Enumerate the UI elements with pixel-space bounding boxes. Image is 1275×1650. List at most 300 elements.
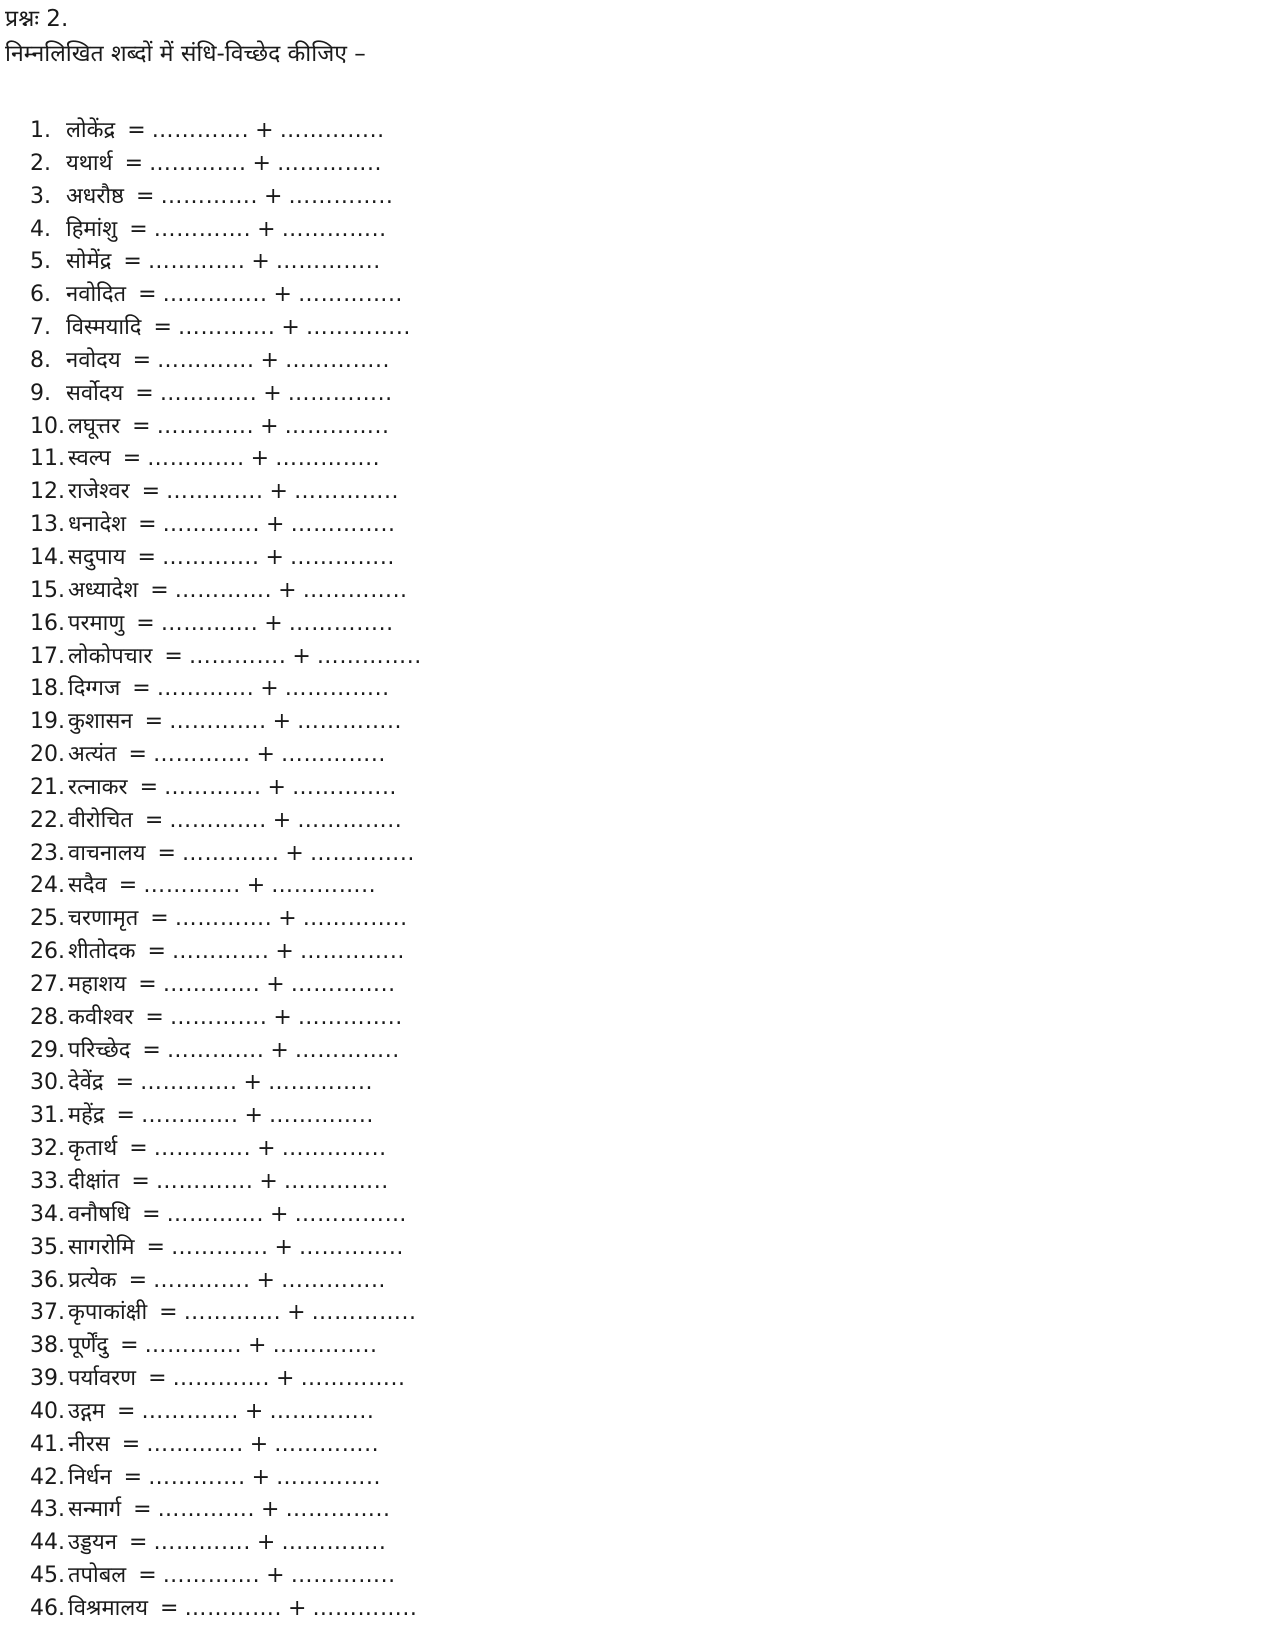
plus-sign: + [256,1530,276,1556]
equals-sign: = [132,347,152,373]
equals-sign: = [129,1136,148,1162]
list-item [30,969,422,1002]
plus-sign: + [292,643,311,669]
list-item [30,279,422,312]
answer-blank-second[interactable]: ………….. [309,840,415,866]
list-item [30,1067,422,1100]
item-number: 37. [30,1300,65,1326]
answer-blank-second[interactable]: ………….. [274,1431,380,1457]
item-word: सागरोमि [68,1234,135,1260]
answer-blank-first[interactable]: …………. [170,1234,269,1260]
answer-blank-first[interactable]: …………. [157,1497,256,1523]
list-item [30,903,422,936]
item-word: पूर्णेंदु [68,1333,109,1359]
answer-blank-second[interactable]: ………….. [297,282,403,308]
item-number: 27. [30,971,65,997]
item-word: परिच्छेद [68,1037,131,1063]
answer-blank-second[interactable]: ………….. [269,1398,375,1424]
plus-sign: + [281,315,300,341]
answer-blank-first[interactable]: …………. [153,1530,251,1556]
list-item [30,1593,422,1626]
list-item [30,1494,422,1527]
item-number: 44. [30,1530,65,1556]
answer-blank-second[interactable]: ………….. [284,347,390,373]
answer-blank-second[interactable]: ………….. [279,118,385,143]
sandhi-exercise-list [30,115,422,1626]
plus-sign: + [252,150,271,176]
plus-sign: + [263,380,282,406]
answer-blank-first[interactable]: …………. [166,1037,265,1063]
answer-blank-first[interactable]: …………. [181,840,280,866]
equals-sign: = [159,1300,178,1326]
list-item [30,1560,422,1593]
list-item [30,739,422,772]
item-word: कृतार्थ [68,1136,118,1162]
answer-blank-second[interactable]: ………….. [267,1070,373,1096]
equals-sign: = [133,1497,152,1523]
item-word: अध्यादेश [68,577,139,603]
answer-blank-second[interactable]: ………….. [297,1004,403,1030]
item-number: 19. [30,709,65,735]
item-number: 6. [30,282,51,308]
equals-sign: = [124,150,144,176]
answer-blank-second[interactable]: ………….. [305,315,411,341]
answer-blank-second[interactable]: ………….. [285,1497,391,1523]
plus-sign: + [267,774,286,800]
answer-blank-second[interactable]: ………….. [291,774,397,800]
item-word: सर्वोदय [66,380,124,406]
equals-sign: = [128,1267,147,1293]
item-number: 9. [30,380,51,406]
item-number: 14. [30,544,65,570]
answer-blank-second[interactable]: ………….. [281,216,387,242]
list-item [30,1297,422,1330]
list-item [30,673,422,706]
item-word: नवोदय [66,347,121,373]
plus-sign: + [257,216,276,242]
equals-sign: = [132,413,151,439]
item-word: उद्गम [68,1398,105,1424]
answer-blank-first[interactable]: …………. [169,709,267,735]
answer-blank-second[interactable]: ………….. [289,544,395,570]
item-number: 32. [30,1136,65,1162]
answer-blank-first[interactable]: …………. [174,906,273,932]
plus-sign: + [273,1004,292,1030]
item-number: 33. [30,1169,65,1194]
equals-sign: = [116,1398,136,1424]
item-number: 35. [30,1234,65,1260]
plus-sign: + [248,1333,267,1359]
item-number: 5. [30,249,51,275]
answer-blank-second[interactable]: ………….. [280,1267,386,1293]
list-item [30,345,422,378]
item-word: सदुपाय [68,544,126,570]
item-number: 36. [30,1267,65,1293]
answer-blank-second[interactable]: ………….. [272,1333,378,1359]
answer-blank-first[interactable]: …………. [153,1267,251,1293]
item-word: सन्मार्ग [68,1497,122,1523]
answer-blank-second[interactable]: ………….. [312,1595,418,1621]
answer-blank-second[interactable]: ………….. [290,512,396,538]
item-word: चरणामृत [68,906,139,932]
answer-blank-first[interactable]: …………. [162,971,261,997]
item-word: विश्रमालय [68,1595,149,1621]
plus-sign: + [244,1398,264,1424]
equals-sign: = [123,249,142,275]
equals-sign: = [147,939,166,965]
list-item [30,181,422,214]
answer-blank-second[interactable]: ………….. [281,1530,387,1556]
item-number: 3. [30,183,51,209]
list-item [30,1527,422,1560]
list-item [30,1265,422,1298]
list-item [30,115,422,148]
item-word: नवोदित [66,282,127,308]
item-word: परमाणु [68,610,125,636]
item-word: लघूत्तर [68,413,121,439]
answer-blank-first[interactable]: …………. [144,1333,243,1359]
list-item [30,312,422,345]
list-item [30,411,422,444]
list-item [30,1166,422,1199]
list-item [30,1232,422,1265]
plus-sign: + [263,183,283,209]
item-word: कवीश्वर [68,1004,134,1030]
item-number: 18. [30,676,65,702]
item-number: 45. [30,1563,65,1589]
item-word: हिमांशु [66,216,118,242]
item-number: 21. [30,774,65,800]
item-number: 42. [30,1464,65,1490]
answer-blank-first[interactable]: …………. [155,1169,254,1194]
equals-sign: = [138,1563,157,1589]
equals-sign: = [144,709,164,735]
equals-sign: = [145,1004,164,1030]
item-number: 39. [30,1366,65,1392]
item-number: 2. [30,150,51,176]
answer-blank-second[interactable]: ………….. [302,577,408,603]
answer-blank-second[interactable]: ………….. [276,1464,382,1490]
item-number: 34. [30,1201,65,1227]
equals-sign: = [128,742,147,768]
item-word: सोमेंद्र [66,249,112,275]
answer-blank-second[interactable]: ………….. [294,1037,400,1063]
answer-blank-second[interactable]: ………….. [316,643,422,669]
item-number: 11. [30,446,65,472]
list-item [30,1133,422,1166]
plus-sign: + [255,118,274,143]
list-item [30,838,422,871]
plus-sign: + [273,282,292,308]
answer-blank-first[interactable]: …………. [143,873,241,899]
list-item [30,509,422,542]
plus-sign: + [269,479,288,505]
equals-sign: = [128,1530,148,1556]
item-word: देवेंद्र [68,1070,104,1096]
plus-sign: + [256,1267,275,1293]
list-item [30,476,422,509]
plus-sign: + [265,544,284,570]
answer-blank-first[interactable]: …………. [140,1070,238,1096]
answer-blank-first[interactable]: …………. [140,1103,239,1129]
equals-sign: = [138,282,157,308]
item-word: यथार्थ [66,150,113,176]
answer-blank-first[interactable]: …………. [160,183,258,209]
plus-sign: + [250,446,270,472]
item-number: 29. [30,1037,65,1063]
answer-blank-first[interactable]: ………….. [162,282,268,308]
list-item [30,772,422,805]
answer-blank-first[interactable]: …………. [153,1136,252,1162]
answer-blank-second[interactable]: ………….. [297,709,403,735]
answer-blank-second[interactable]: ………….. [293,479,399,505]
equals-sign: = [142,1037,161,1063]
item-word: दिग्गज [68,676,121,702]
answer-blank-second[interactable]: ………….. [283,1169,389,1194]
item-number: 17. [30,643,65,669]
equals-sign: = [120,1333,139,1359]
answer-blank-first[interactable]: …………. [153,216,252,242]
answer-blank-second[interactable]: ………….. [311,1300,417,1326]
item-word: लोकेंद्र [66,118,116,143]
answer-blank-second[interactable]: ………….. [271,873,377,899]
item-word: महाशय [68,971,127,997]
equals-sign: = [121,1431,141,1457]
item-number: 16. [30,610,65,636]
plus-sign: + [259,1169,278,1194]
question-label: प्रश्नः 2. [5,6,69,32]
plus-sign: + [260,347,279,373]
list-item [30,1330,422,1363]
plus-sign: + [266,971,285,997]
answer-blank-second[interactable]: ………….. [290,1563,396,1589]
plus-sign: + [264,610,283,636]
answer-blank-second[interactable]: ………….. [299,939,405,965]
plus-sign: + [276,1366,295,1392]
list-item [30,1363,422,1396]
list-item [30,936,422,969]
answer-blank-first[interactable]: …………. [147,446,245,472]
list-item [30,575,422,608]
item-number: 26. [30,939,65,965]
answer-blank-second[interactable]: ………….. [275,446,381,472]
answer-blank-first[interactable]: …………. [171,939,270,965]
plus-sign: + [278,906,297,932]
list-item [30,608,422,641]
item-number: 4. [30,216,51,242]
plus-sign: + [274,1234,293,1260]
list-item [30,1002,422,1035]
plus-sign: + [257,1136,276,1162]
item-word: वाचनालय [68,840,146,866]
answer-blank-first[interactable]: …………. [148,1464,246,1490]
answer-blank-first[interactable]: …………. [188,643,287,669]
equals-sign: = [148,1366,167,1392]
plus-sign: + [275,939,294,965]
equals-sign: = [138,971,157,997]
item-word: विस्मयादि [66,315,142,341]
plus-sign: + [270,1201,289,1227]
answer-blank-second[interactable]: …………… [294,1201,407,1227]
answer-blank-first[interactable]: …………. [152,742,251,768]
item-word: धनादेश [68,512,127,538]
equals-sign: = [118,873,138,899]
item-number: 24. [30,873,65,899]
item-word: लोकोपचार [68,643,153,669]
equals-sign: = [146,1234,165,1260]
item-word: स्वल्प [68,446,111,472]
item-word: कृपाकांक्षी [68,1300,148,1326]
plus-sign: + [246,873,266,899]
answer-blank-second[interactable]: ………….. [268,1103,374,1129]
answer-blank-second[interactable]: ………….. [281,1136,387,1162]
equals-sign: = [141,479,161,505]
item-number: 41. [30,1431,65,1457]
equals-sign: = [142,1201,161,1227]
answer-blank-first[interactable]: …………. [151,118,250,143]
list-item [30,214,422,247]
item-number: 25. [30,906,65,932]
answer-blank-second[interactable]: ………….. [288,183,394,209]
item-number: 1. [30,118,51,143]
answer-blank-first[interactable]: …………. [156,413,255,439]
plus-sign: + [244,1103,263,1129]
plus-sign: + [278,577,297,603]
answer-blank-first[interactable]: …………. [162,512,261,538]
answer-blank-second[interactable]: ………….. [284,413,390,439]
plus-sign: + [261,1497,280,1523]
answer-blank-first[interactable]: …………. [161,544,260,570]
answer-blank-first[interactable]: …………. [174,577,273,603]
item-word: कुशासन [68,709,133,735]
item-word: राजेश्वर [68,479,130,505]
equals-sign: = [131,1169,150,1194]
answer-blank-second[interactable]: ………….. [287,380,393,406]
plus-sign: + [249,1431,269,1457]
list-item [30,246,422,279]
answer-blank-second[interactable]: ………….. [290,971,396,997]
plus-sign: + [285,840,304,866]
answer-blank-first[interactable]: …………. [183,1300,282,1326]
item-number: 15. [30,577,65,603]
equals-sign: = [164,643,183,669]
answer-blank-second[interactable]: ………….. [297,807,403,833]
list-item [30,1462,422,1495]
answer-blank-first[interactable]: …………. [141,1398,239,1424]
item-number: 38. [30,1333,65,1359]
plus-sign: + [270,1037,289,1063]
item-number: 23. [30,840,65,866]
equals-sign: = [132,676,151,702]
instruction-text: निम्नलिखित शब्दों में संधि-विच्छेद कीजिए – [5,41,366,67]
answer-blank-first[interactable]: …………. [164,774,262,800]
item-word: तपोबल [68,1563,127,1589]
answer-blank-second[interactable]: ………….. [300,1366,406,1392]
answer-blank-first[interactable]: …………. [162,1563,261,1589]
list-item [30,1199,422,1232]
list-item [30,805,422,838]
plus-sign: + [251,249,270,275]
equals-sign: = [138,512,157,538]
answer-blank-first[interactable]: …………. [166,1201,265,1227]
item-word: दीक्षांत [68,1169,120,1194]
answer-blank-second[interactable]: ………….. [288,610,394,636]
answer-blank-first[interactable]: …………. [149,150,247,176]
equals-sign: = [150,906,169,932]
item-word: उड्डयन [68,1530,117,1556]
item-word: वनौषधि [68,1201,131,1227]
equals-sign: = [115,1070,135,1096]
plus-sign: + [260,676,279,702]
answer-blank-first[interactable]: …………. [177,315,276,341]
list-item [30,542,422,575]
answer-blank-second[interactable]: ………….. [284,676,390,702]
equals-sign: = [135,380,154,406]
answer-blank-first[interactable]: …………. [169,1004,268,1030]
item-word: प्रत्येक [68,1267,117,1293]
equals-sign: = [116,1103,135,1129]
item-number: 30. [30,1070,65,1096]
item-number: 40. [30,1398,65,1424]
answer-blank-first[interactable]: …………. [156,676,255,702]
equals-sign: = [122,446,142,472]
plus-sign: + [243,1070,262,1096]
item-number: 28. [30,1004,65,1030]
list-item [30,1429,422,1462]
plus-sign: + [260,413,279,439]
answer-blank-second[interactable]: ………….. [275,249,381,275]
answer-blank-first[interactable]: …………. [166,479,264,505]
list-item [30,1100,422,1133]
equals-sign: = [139,774,158,800]
equals-sign: = [127,118,146,143]
plus-sign: + [266,512,285,538]
item-word: रत्नाकर [68,774,128,800]
plus-sign: + [266,1563,285,1589]
answer-blank-first[interactable]: …………. [172,1366,271,1392]
item-number: 13. [30,512,65,538]
answer-blank-second[interactable]: ………….. [276,150,382,176]
list-item [30,706,422,739]
answer-blank-first[interactable]: …………. [160,610,259,636]
equals-sign: = [137,544,156,570]
list-item [30,148,422,181]
list-item [30,1396,422,1429]
answer-blank-first[interactable]: …………. [169,807,267,833]
item-number: 22. [30,807,65,833]
list-item [30,870,422,903]
item-number: 46. [30,1595,65,1621]
list-item [30,1035,422,1068]
answer-blank-first[interactable]: …………. [146,1431,244,1457]
answer-blank-second[interactable]: ………….. [298,1234,404,1260]
answer-blank-first[interactable]: …………. [184,1595,282,1621]
item-word: वीरोचित [68,807,133,833]
equals-sign: = [153,315,172,341]
item-word: अत्यंत [68,742,117,768]
equals-sign: = [144,807,164,833]
item-word: महेंद्र [68,1103,105,1129]
answer-blank-first[interactable]: …………. [159,380,258,406]
plus-sign: + [251,1464,271,1490]
equals-sign: = [123,1464,143,1490]
item-number: 12. [30,479,65,505]
answer-blank-first[interactable]: …………. [147,249,246,275]
answer-blank-first[interactable]: …………. [157,347,255,373]
answer-blank-second[interactable]: ………….. [302,906,408,932]
answer-blank-second[interactable]: ………….. [280,742,386,768]
equals-sign: = [160,1595,179,1621]
